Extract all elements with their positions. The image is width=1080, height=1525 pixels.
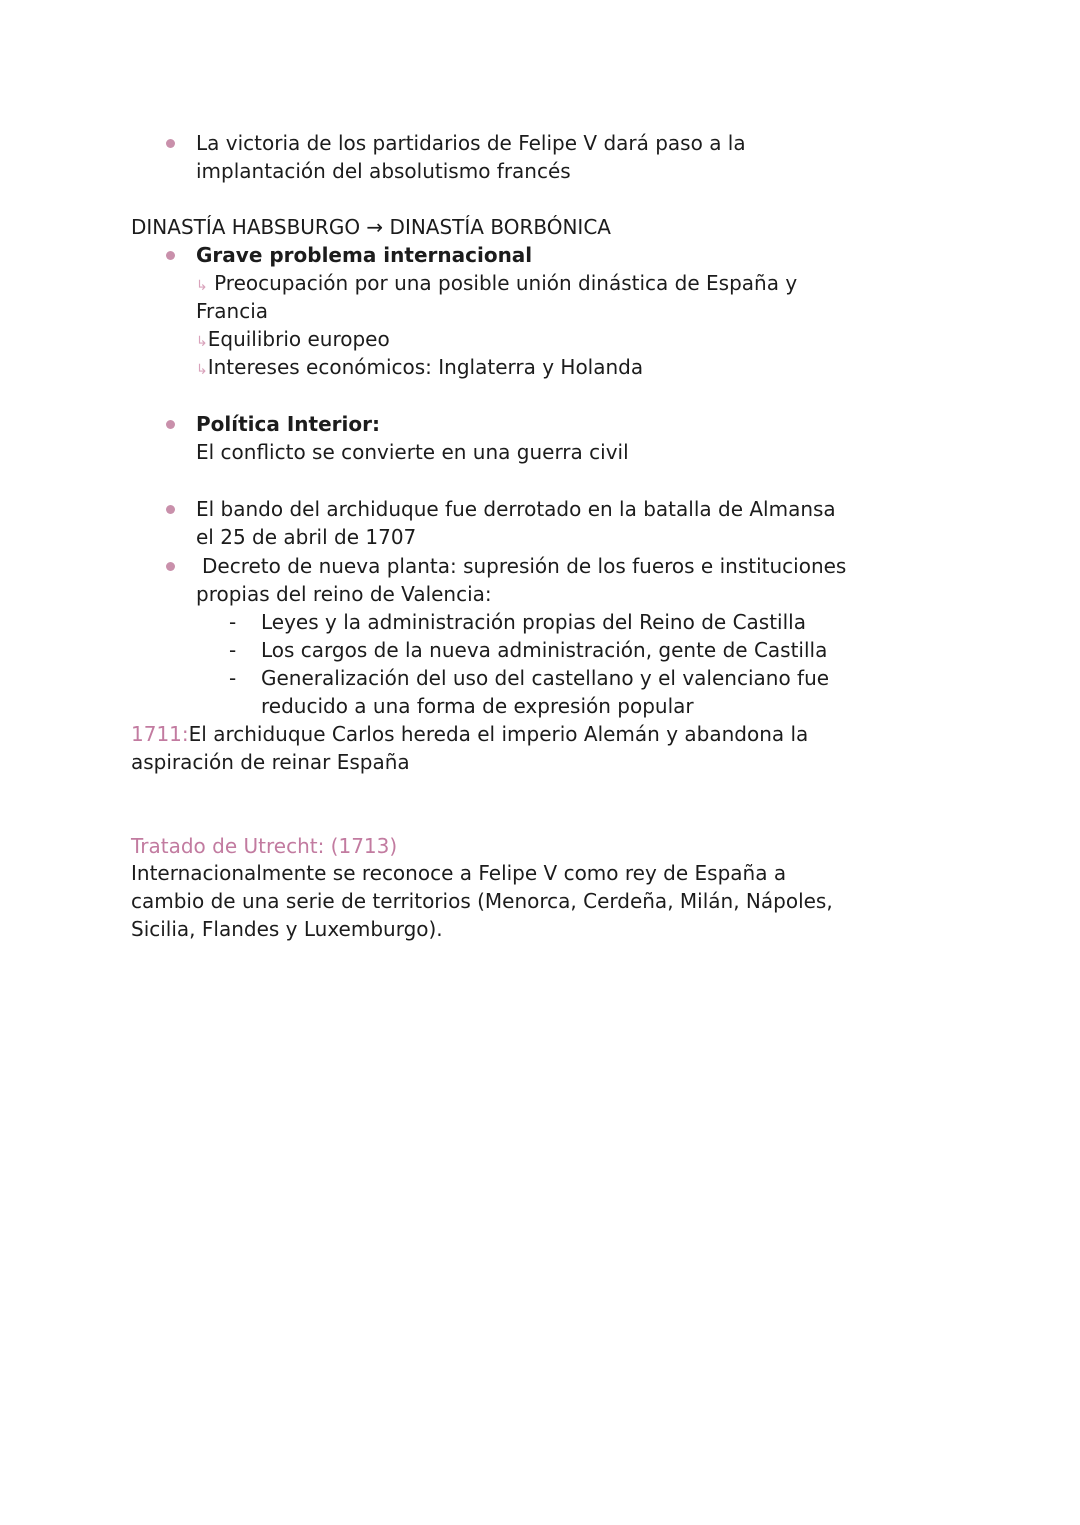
decreto-item: Generalización del uso del castellano y el valenciano fue — [261, 666, 830, 690]
utrecht-line: cambio de una serie de territorios (Menorca, Cerdeña, Milán, Nápoles, — [131, 889, 833, 913]
decreto-item: Los cargos de la nueva administración, gente de Castilla — [261, 638, 828, 662]
dash-icon: - — [229, 638, 237, 662]
international-item: ↳Intereses económicos: Inglaterra y Holanda — [196, 355, 644, 379]
arrow-icon: ↳ — [196, 362, 208, 378]
carlos-line-1: 1711:El archiduque Carlos hereda el imperio Alemán y abandona la — [131, 722, 809, 746]
decreto-item: Leyes y la administración propias del Reino de Castilla — [261, 610, 806, 634]
international-item: ↳Equilibrio europeo — [196, 327, 390, 351]
dash-icon: - — [229, 610, 237, 634]
almansa-line-1: El bando del archiduque fue derrotado en la batalla de Almansa — [196, 497, 836, 521]
utrecht-title: Tratado de Utrecht: (1713) — [131, 834, 398, 858]
bullet-icon — [166, 562, 175, 571]
year-label: 1711: — [131, 722, 189, 746]
bullet-icon — [166, 505, 175, 514]
international-item: Francia — [196, 299, 269, 323]
bullet-icon — [166, 420, 175, 429]
utrecht-line: Internacionalmente se reconoce a Felipe V como rey de España a — [131, 861, 787, 885]
dash-icon: - — [229, 666, 237, 690]
decreto-line-2: propias del reino de Valencia: — [196, 582, 492, 606]
bullet-icon — [166, 251, 175, 260]
intro-line-1: La victoria de los partidarios de Felipe V dará paso a la — [196, 131, 746, 155]
bullet-icon — [166, 139, 175, 148]
international-title: Grave problema internacional — [196, 243, 533, 267]
decreto-item: reducido a una forma de expresión popular — [261, 694, 694, 718]
arrow-icon: ↳ — [196, 334, 208, 350]
arrow-icon: ↳ — [196, 278, 208, 294]
interior-title: Política Interior: — [196, 412, 380, 436]
utrecht-line: Sicilia, Flandes y Luxemburgo). — [131, 917, 443, 941]
dynasty-heading: DINASTÍA HABSBURGO → DINASTÍA BORBÓNICA — [131, 215, 611, 239]
intro-line-2: implantación del absolutismo francés — [196, 159, 571, 183]
international-item: ↳ Preocupación por una posible unión dinástica de España y — [196, 271, 798, 295]
interior-text: El conflicto se convierte en una guerra civil — [196, 440, 629, 464]
carlos-line-2: aspiración de reinar España — [131, 750, 410, 774]
almansa-line-2: el 25 de abril de 1707 — [196, 525, 417, 549]
decreto-line-1: Decreto de nueva planta: supresión de los fueros e instituciones — [202, 554, 847, 578]
